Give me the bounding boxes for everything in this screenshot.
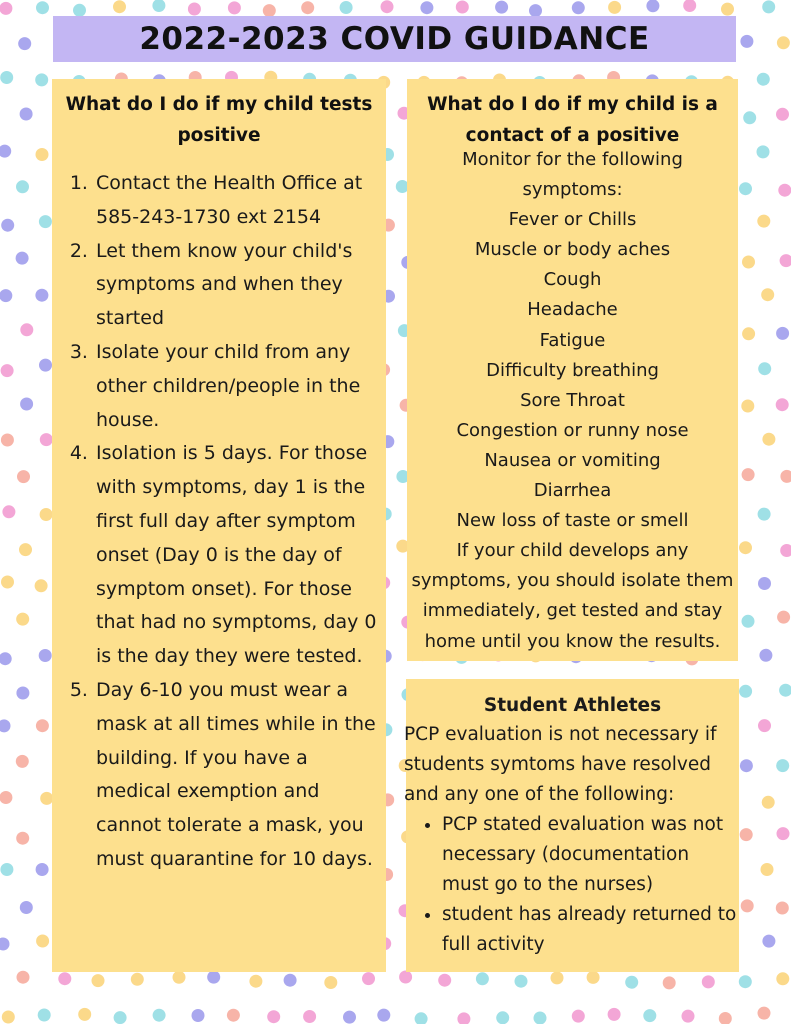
polka-dot xyxy=(757,145,770,158)
polka-dot xyxy=(476,972,489,985)
polka-dot xyxy=(740,759,753,772)
polka-dot xyxy=(20,901,33,914)
polka-dot xyxy=(153,1009,166,1022)
athletes-text-line: students symtoms have resolved xyxy=(404,754,711,775)
symptom-item: Diarrhea xyxy=(533,480,612,502)
polka-dot xyxy=(58,972,71,985)
symptom-item: New loss of taste or smell xyxy=(456,510,689,532)
polka-dot xyxy=(173,971,186,984)
closing-line: If your child develops any xyxy=(456,540,689,562)
polka-dot xyxy=(762,0,775,13)
polka-dot xyxy=(324,976,337,989)
polka-dot xyxy=(36,935,49,948)
polka-dot xyxy=(608,1008,621,1021)
polka-dot xyxy=(742,468,755,481)
polka-dot xyxy=(741,899,754,912)
polka-dot xyxy=(572,1010,585,1023)
polka-dot xyxy=(40,508,53,521)
polka-dot xyxy=(18,37,31,50)
polka-dot xyxy=(758,577,771,590)
polka-dot xyxy=(78,1008,91,1021)
polka-dot xyxy=(16,755,29,768)
polka-dot xyxy=(20,108,33,121)
polka-dot xyxy=(39,649,52,662)
bullet-item: • PCP stated evaluation was not necessary (documentation must go to the nurses) xyxy=(442,810,739,900)
polka-dot xyxy=(16,832,29,845)
polka-dot xyxy=(16,613,29,626)
polka-dot xyxy=(495,1,508,14)
polka-dot xyxy=(0,938,10,951)
polka-dot xyxy=(19,543,32,556)
positive-heading: What do I do if my child tests positive xyxy=(65,94,373,146)
polka-dot xyxy=(759,649,772,662)
polka-dot xyxy=(249,975,262,988)
page-title: 2022-2023 COVID GUIDANCE xyxy=(139,21,650,57)
contact-heading: What do I do if my child is a contact of a positive xyxy=(427,94,718,146)
polka-dot xyxy=(780,254,791,267)
polka-dot xyxy=(761,863,774,876)
athletes-heading: Student Athletes xyxy=(483,695,662,716)
bullet-item: • student has already returned to full activity xyxy=(442,900,739,960)
polka-dot xyxy=(1,364,14,377)
polka-dot xyxy=(40,433,53,446)
polka-dot xyxy=(776,902,789,915)
polka-dot xyxy=(777,827,790,840)
polka-dot xyxy=(114,1011,127,1024)
polka-dot xyxy=(38,1009,51,1022)
polka-dot xyxy=(777,36,790,49)
step-item: 1. Contact the Health Office at 585-243-1730 ext 2154 xyxy=(94,167,386,235)
polka-dot xyxy=(739,685,752,698)
polka-dot xyxy=(739,182,752,195)
athletes-bullet-list xyxy=(406,810,739,960)
polka-dot xyxy=(740,35,753,48)
polka-dot xyxy=(758,508,771,521)
polka-dot xyxy=(762,796,775,809)
polka-dot xyxy=(35,579,48,592)
polka-dot xyxy=(343,1011,356,1024)
polka-dot xyxy=(762,433,775,446)
polka-dot xyxy=(0,71,13,84)
polka-dot xyxy=(17,470,30,483)
polka-dot xyxy=(643,1009,656,1022)
polka-dot xyxy=(73,4,86,17)
polka-dot xyxy=(762,935,775,948)
polka-dot xyxy=(36,863,49,876)
polka-dot xyxy=(742,615,755,628)
symptom-item: Muscle or body aches xyxy=(474,239,671,261)
polka-dot xyxy=(702,975,715,988)
polka-dot xyxy=(534,1012,547,1024)
polka-dot xyxy=(188,3,201,16)
polka-dot xyxy=(0,145,11,158)
polka-dot xyxy=(761,288,774,301)
polka-dot xyxy=(36,148,49,161)
polka-dot xyxy=(742,256,755,269)
step-item: 3. Isolate your child from any other children/people in the house. xyxy=(94,336,386,437)
polka-dot xyxy=(39,359,52,372)
polka-dot xyxy=(35,73,48,86)
polka-dot xyxy=(2,505,15,518)
positive-panel xyxy=(52,79,386,972)
step-item: 2. Let them know your child's symptoms and when they started xyxy=(94,235,386,336)
polka-dot xyxy=(741,400,754,413)
symptom-item: Difficulty breathing xyxy=(486,359,659,381)
positive-steps-list xyxy=(52,167,386,877)
symptom-item: Nausea or vomiting xyxy=(484,449,661,471)
polka-dot xyxy=(776,398,789,411)
symptom-item: Fever or Chills xyxy=(508,209,637,231)
polka-dot xyxy=(301,1,314,14)
athletes-panel xyxy=(406,679,739,972)
polka-dot xyxy=(227,1009,240,1022)
polka-dot xyxy=(646,0,659,12)
polka-dot xyxy=(399,971,412,984)
polka-dot xyxy=(0,719,11,732)
polka-dot xyxy=(362,972,375,985)
polka-dot xyxy=(776,972,789,985)
polka-dot xyxy=(777,611,790,624)
polka-dot xyxy=(515,975,528,988)
polka-dot xyxy=(757,215,770,228)
polka-dot xyxy=(743,111,756,124)
polka-dot xyxy=(572,1,585,14)
polka-dot xyxy=(682,1010,695,1023)
polka-dot xyxy=(284,974,297,987)
athletes-text-line: PCP evaluation is not necessary if xyxy=(404,724,717,745)
polka-dot xyxy=(152,0,165,12)
symptom-item: Fatigue xyxy=(539,329,606,351)
polka-dot xyxy=(608,1,621,14)
polka-dot xyxy=(776,759,789,772)
closing-line: home until you know the results. xyxy=(424,630,721,652)
polka-dot xyxy=(303,1010,316,1023)
polka-dot xyxy=(457,1012,470,1024)
polka-dot xyxy=(780,544,791,557)
polka-dot xyxy=(758,1007,771,1020)
contact-panel xyxy=(407,79,738,661)
polka-dot xyxy=(415,1012,428,1024)
polka-dot xyxy=(780,470,791,483)
polka-dot xyxy=(228,1,241,14)
title-banner xyxy=(53,16,736,62)
polka-dot xyxy=(20,323,33,336)
symptom-item: Sore Throat xyxy=(520,389,625,411)
polka-dot xyxy=(20,398,33,411)
polka-dot xyxy=(267,1010,280,1023)
polka-dot xyxy=(758,362,771,375)
polka-dot xyxy=(663,976,676,989)
polka-dot xyxy=(0,863,13,876)
polka-dot xyxy=(742,327,755,340)
polka-dot xyxy=(625,976,638,989)
polka-dot xyxy=(0,791,12,804)
polka-dot xyxy=(757,73,770,86)
polka-dot xyxy=(377,1009,390,1022)
polka-dot xyxy=(496,1011,509,1024)
polka-dot xyxy=(1,434,14,447)
polka-dot xyxy=(587,971,600,984)
polka-dot xyxy=(740,828,753,841)
polka-dot xyxy=(17,971,30,984)
polka-dot xyxy=(739,541,752,554)
polka-dot xyxy=(438,974,451,987)
polka-dot xyxy=(551,971,564,984)
polka-dot xyxy=(39,215,52,228)
polka-dot xyxy=(16,252,29,265)
symptom-item: Cough xyxy=(543,269,602,291)
polka-dot xyxy=(207,971,220,984)
polka-dot xyxy=(776,108,789,121)
polka-dot xyxy=(739,975,752,988)
polka-dot xyxy=(683,0,696,12)
closing-line: immediately, get tested and stay xyxy=(422,600,723,622)
step-item: 5. Day 6-10 you must wear a mask at all times while in the building. If you have a medical exemption and cannot tolerate a mask, you must quarantine for 10 days. xyxy=(94,674,386,877)
polka-dot xyxy=(2,1011,15,1024)
step-item: 4. Isolation is 5 days. For those with symptoms, day 1 is the first full day after symptom onset (Day 0 is the day of symptom onset). For those that had no symptoms, day 0 is the day they were tested. xyxy=(94,437,386,674)
polka-dot xyxy=(721,3,734,16)
polka-dot xyxy=(92,974,105,987)
closing-line: symptoms, you should isolate them xyxy=(411,570,734,592)
polka-dot xyxy=(1,219,14,232)
polka-dot xyxy=(340,1,353,14)
polka-dot xyxy=(0,2,12,15)
polka-dot xyxy=(779,684,791,697)
symptom-item: Headache xyxy=(527,299,618,321)
monitor-intro: Monitor for the following xyxy=(462,149,683,170)
polka-dot xyxy=(36,1,49,14)
symptom-item: Congestion or runny nose xyxy=(456,419,689,441)
polka-dot xyxy=(113,0,126,13)
polka-dot xyxy=(35,289,48,302)
polka-dot xyxy=(16,687,29,700)
polka-dot xyxy=(192,1009,205,1022)
polka-dot xyxy=(420,1,433,14)
polka-dot xyxy=(456,1,469,14)
polka-dot xyxy=(16,180,29,193)
polka-dot xyxy=(381,0,394,13)
athletes-text-line: and any one of the following: xyxy=(404,784,675,805)
polka-dot xyxy=(36,719,49,732)
polka-dot xyxy=(719,1012,732,1024)
polka-dot xyxy=(776,327,789,340)
polka-dot xyxy=(0,289,12,302)
monitor-intro: symptoms: xyxy=(522,179,623,201)
polka-dot xyxy=(131,973,144,986)
polka-dot xyxy=(778,184,791,197)
symptom-list xyxy=(407,145,738,657)
polka-dot xyxy=(0,652,12,665)
polka-dot xyxy=(758,719,771,732)
athletes-intro xyxy=(404,720,739,810)
polka-dot xyxy=(1,576,14,589)
